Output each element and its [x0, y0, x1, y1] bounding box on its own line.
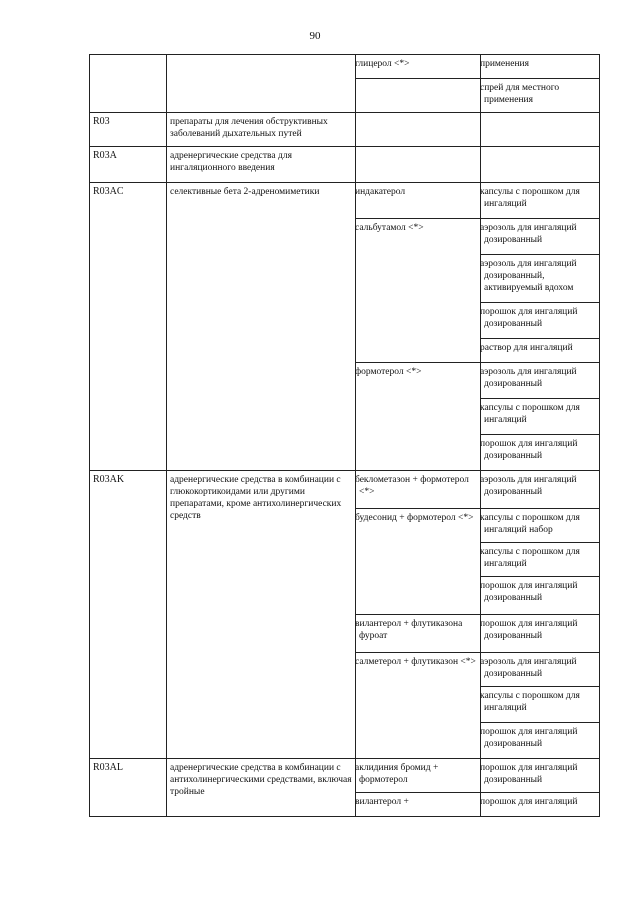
code-cell: R03AK	[90, 471, 167, 759]
form-cell: капсулы с порошком для ингаляций	[481, 399, 600, 435]
drug-cell: салметерол + флутиказон <*>	[356, 653, 481, 759]
form-cell: применения	[481, 55, 600, 79]
form-cell: порошок для ингаляций	[481, 793, 600, 817]
code-cell: R03AC	[90, 183, 167, 471]
form-cell: порошок для ингаляций дозированный	[481, 759, 600, 793]
drug-cell	[356, 113, 481, 147]
drug-cell: сальбутамол <*>	[356, 219, 481, 363]
drug-table	[89, 54, 600, 817]
drug-cell: будесонид + формотерол <*>	[356, 509, 481, 615]
form-cell: раствор для ингаляций	[481, 339, 600, 363]
form-cell: порошок для ингаляций дозированный	[481, 723, 600, 759]
group-cell: препараты для лечения обструктивных заболеваний дыхательных путей	[167, 113, 356, 147]
table-row	[90, 147, 600, 183]
form-cell: аэрозоль для ингаляций дозированный	[481, 363, 600, 399]
drug-cell: вилантерол +	[356, 793, 481, 817]
code-cell	[90, 55, 167, 113]
page-number: 90	[309, 30, 321, 42]
form-cell: порошок для ингаляций дозированный	[481, 615, 600, 653]
table-row	[90, 471, 600, 509]
form-cell: капсулы с порошком для ингаляций	[481, 183, 600, 219]
group-cell: адренергические средства в комбинации с антихолинергическими средствами, включая тройные	[167, 759, 356, 817]
drug-cell: индакатерол	[356, 183, 481, 219]
drug-cell: аклидиния бромид + формотерол	[356, 759, 481, 793]
drug-cell: вилантерол + флутиказона фуроат	[356, 615, 481, 653]
form-cell: спрей для местного применения	[481, 79, 600, 113]
table-row	[90, 113, 600, 147]
form-cell: капсулы с порошком для ингаляций	[481, 543, 600, 577]
code-cell: R03A	[90, 147, 167, 183]
group-cell: адренергические средства в комбинации с глюкокортикоидами или другими препаратами, кроме антихолинергических средств	[167, 471, 356, 759]
drug-cell: формотерол <*>	[356, 363, 481, 471]
form-cell	[481, 113, 600, 147]
form-cell: аэрозоль для ингаляций дозированный	[481, 653, 600, 687]
group-cell	[167, 55, 356, 113]
form-cell	[481, 147, 600, 183]
drug-cell	[356, 79, 481, 113]
table-row	[90, 55, 600, 79]
drug-cell: беклометазон + формотерол <*>	[356, 471, 481, 509]
table-row	[90, 759, 600, 793]
drug-cell: глицерол <*>	[356, 55, 481, 79]
form-cell: порошок для ингаляций дозированный	[481, 303, 600, 339]
code-cell: R03AL	[90, 759, 167, 817]
form-cell: аэрозоль для ингаляций дозированный, активируемый вдохом	[481, 255, 600, 303]
form-cell: порошок для ингаляций дозированный	[481, 577, 600, 615]
code-cell: R03	[90, 113, 167, 147]
form-cell: аэрозоль для ингаляций дозированный	[481, 219, 600, 255]
table-row	[90, 183, 600, 219]
group-cell: селективные бета 2-адреномиметики	[167, 183, 356, 471]
form-cell: аэрозоль для ингаляций дозированный	[481, 471, 600, 509]
form-cell: капсулы с порошком для ингаляций	[481, 687, 600, 723]
group-cell: адренергические средства для ингаляционного введения	[167, 147, 356, 183]
drug-cell	[356, 147, 481, 183]
form-cell: порошок для ингаляций дозированный	[481, 435, 600, 471]
form-cell: капсулы с порошком для ингаляций набор	[481, 509, 600, 543]
